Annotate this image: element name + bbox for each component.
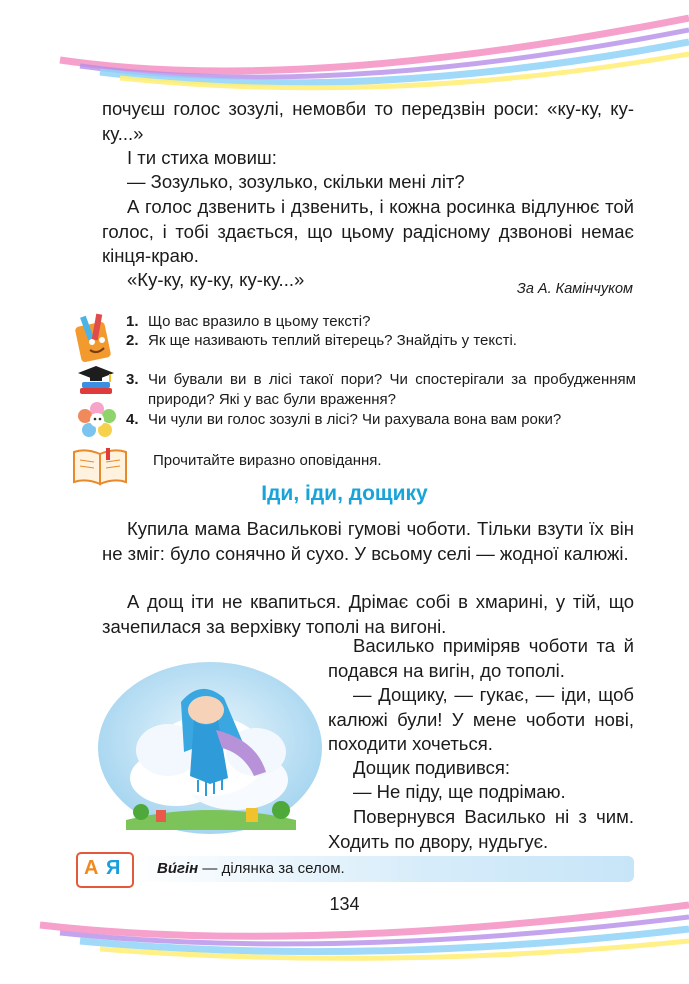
glossary-term: Ви́гін <box>157 860 199 877</box>
question-4: 4. Чи чули ви голос зозулі в лісі? Чи рахувала вона вам роки? <box>126 411 562 428</box>
open-book-icon <box>72 446 128 486</box>
story-title: Іди, іди, дощику <box>261 482 428 505</box>
bottom-rainbow-swoosh <box>0 895 689 984</box>
reading-instruction: Прочитайте виразно оповідання. <box>153 452 382 469</box>
paragraph-3: — Зозулько, зозулько, скільки мені літ? <box>127 171 465 192</box>
story-paragraph-7: Повернувся Василько ні з чим. Ходить по двору, нудьгує. <box>328 806 634 852</box>
question-3: 3. Чи бували ви в лісі такої пори? Чи спостерігали за пробудженням природи? Які у вас були враження? <box>126 371 636 408</box>
question-1: 1. Що вас вразило в цьому тексті? <box>126 313 371 330</box>
glossary-badge <box>76 852 134 888</box>
story-paragraph-5: Дощик подивився: <box>353 757 511 778</box>
story-paragraph-4: — Дощику, — гукає, — іди, щоб калюжі були! У мене чоботи нові, походити хочеться. <box>328 684 634 754</box>
graduation-books-icon <box>76 364 116 400</box>
story-paragraph-3: Василько приміряв чоботи та й подався на вигін, до тополі. <box>328 635 634 681</box>
badge-letter-a: А <box>84 857 99 879</box>
page-number: 134 <box>329 894 360 914</box>
paragraph-1: почуєш голос зозулі, немовби то передзвін роси: «ку-ку, ку-ку...» <box>102 98 634 144</box>
pencil-box-icon <box>70 312 122 362</box>
rain-cloud-illustration <box>96 660 324 836</box>
glossary-definition: — ділянка за селом. <box>198 860 345 877</box>
badge-letter-ya: Я <box>106 857 121 879</box>
story-paragraph-1: Купила мама Василькові гумові чоботи. Тільки взути їх він не зміг: було сонячно й сухо. У всьому селі — жодної калюжі. <box>102 518 634 564</box>
flower-icon <box>78 402 116 438</box>
paragraph-5: «Ку-ку, ку-ку, ку-ку...» <box>127 269 305 290</box>
question-2: 2. Як ще називають теплий вітерець? Знайдіть у тексті. <box>126 332 517 349</box>
paragraph-2: І ти стиха мовиш: <box>127 147 277 168</box>
glossary-entry <box>157 860 345 877</box>
author-credit: За А. Камінчуком <box>516 281 633 297</box>
paragraph-4: А голос дзвенить і дзвенить, і кожна росинка відлунює той голос, і тобі здається, що цьому радісному дзвонові немає кінця-краю. <box>102 196 634 266</box>
story-paragraph-6: — Не піду, ще подрімаю. <box>353 781 566 802</box>
story-paragraph-2: А дощ іти не квапиться. Дрімає собі в хмарині, у тій, що зачепилася за верхівку тополі на вигоні. <box>102 591 634 637</box>
top-rainbow-swoosh <box>0 0 689 95</box>
